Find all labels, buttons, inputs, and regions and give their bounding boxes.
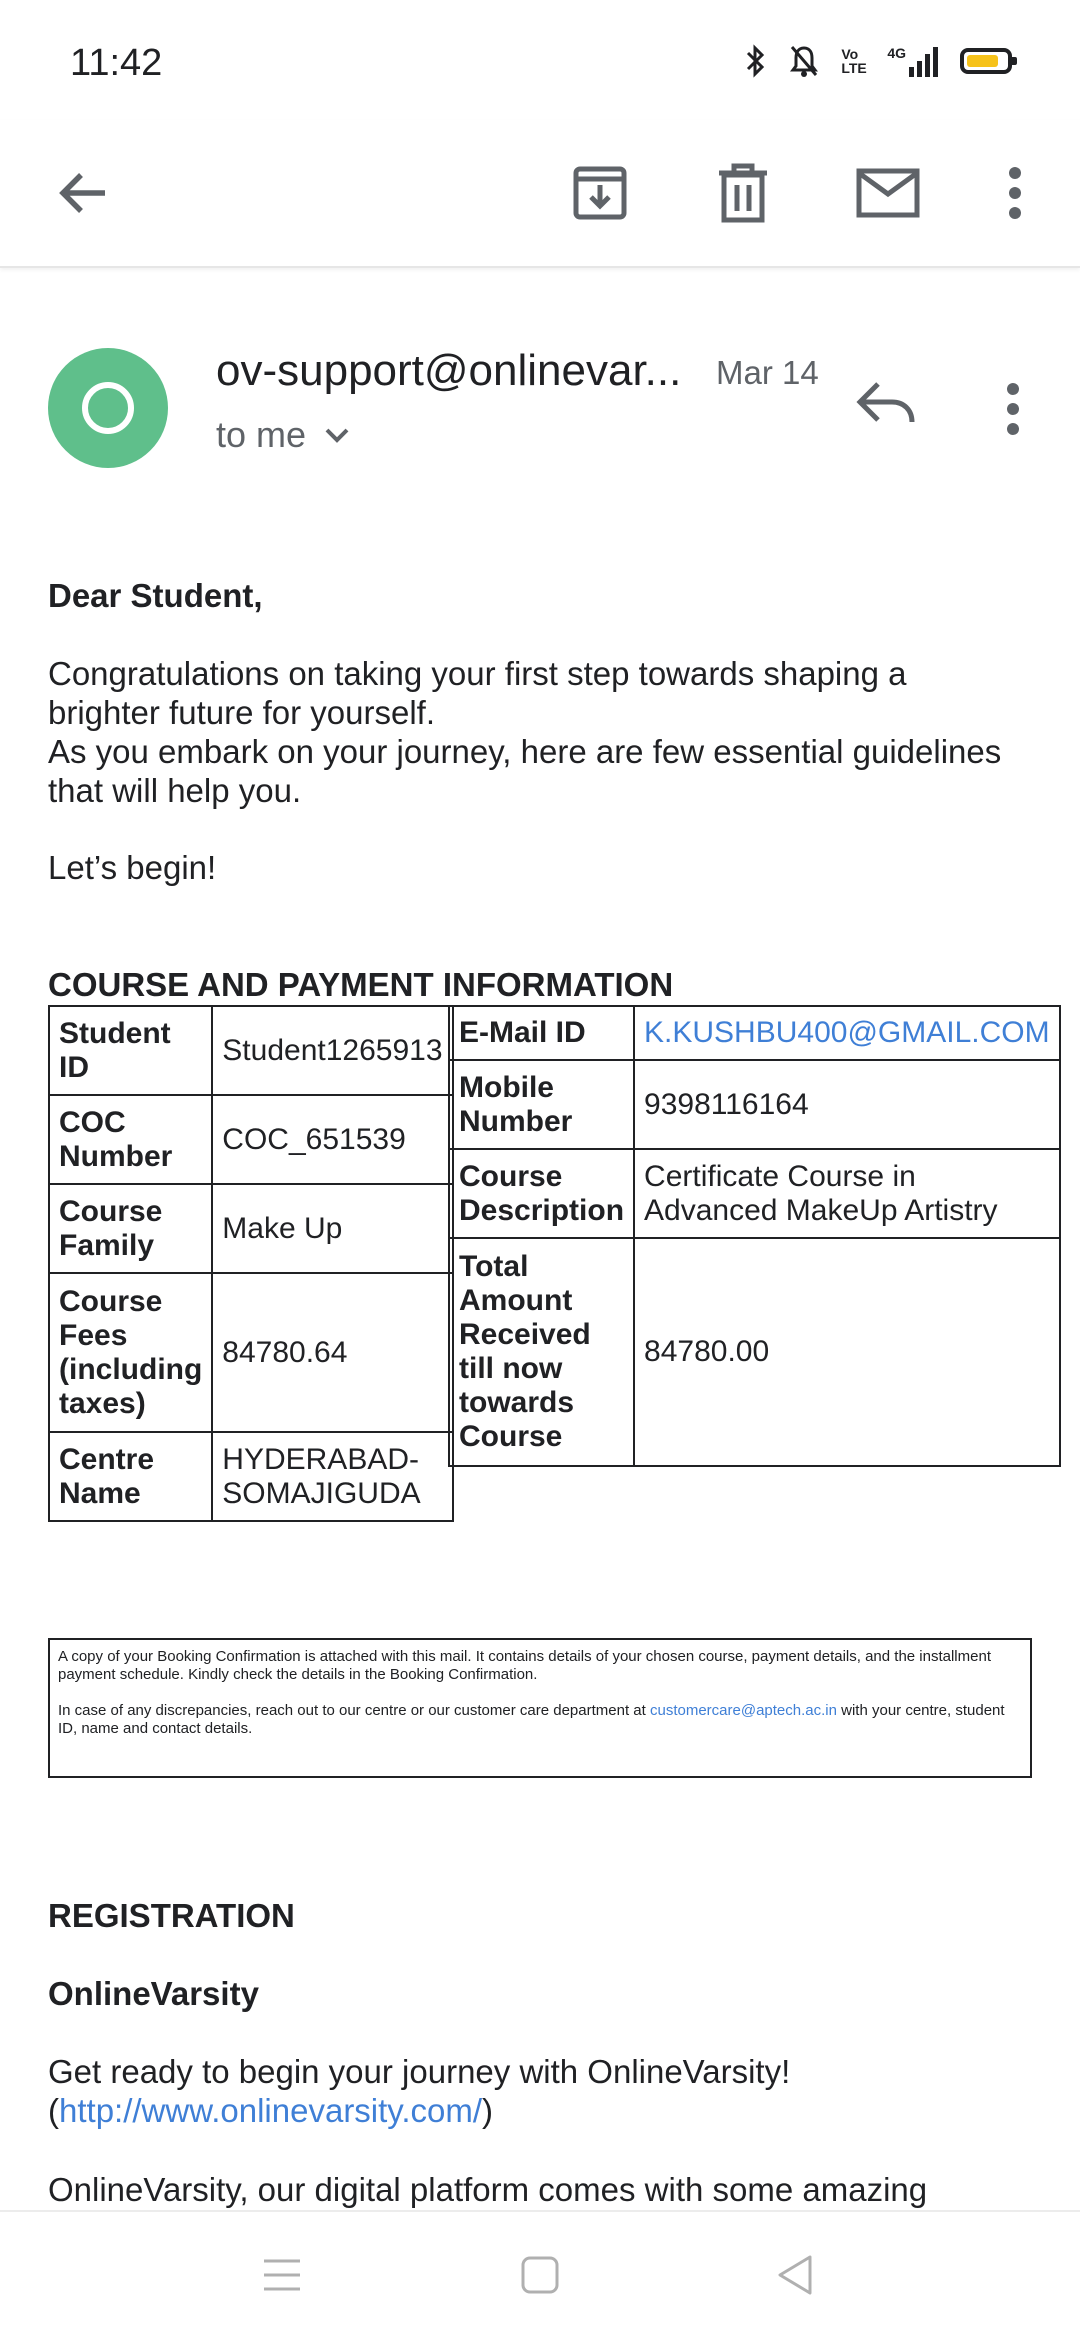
table-row [49, 1432, 453, 1521]
status-time: 11:42 [70, 42, 163, 84]
avatar-letter-o [78, 378, 138, 438]
lets-begin: Let’s begin! [48, 849, 217, 886]
table-value: 9398116164 [634, 1060, 1060, 1149]
recipient-toggle[interactable] [216, 414, 350, 456]
notice-text-pre: In case of any discrepancies, reach out to our centre or our customer care department at [58, 1702, 646, 1719]
intro-paragraph [48, 654, 1001, 810]
course-info-table-right [448, 1005, 1061, 1467]
trash-icon[interactable] [698, 148, 788, 238]
table-value: Student1265913 [212, 1006, 452, 1095]
registration-url-line [48, 2091, 790, 2130]
onlinevarsity-link[interactable]: http://www.onlinevarsity.com/ [59, 2092, 483, 2129]
table-value: Make Up [212, 1184, 452, 1273]
system-nav-bar [0, 2210, 1080, 2342]
back-triangle-icon[interactable] [776, 2254, 814, 2301]
home-square-icon[interactable] [521, 2256, 559, 2299]
table-label: E-Mail ID [449, 1006, 634, 1060]
intro-line: Congratulations on taking your first step towards shaping a [48, 655, 907, 692]
section-title-registration: REGISTRATION [48, 1897, 295, 1934]
recipient-label: to me [216, 414, 307, 455]
notice-text-post: with your centre, student ID, name and contact details. [58, 1702, 1005, 1737]
notice-text: A copy of your Booking Confirmation is attached with this mail. It contains details of your chosen course, payment details, and the installment payment schedule. Kindly check the details in the Booking Confirmation. [58, 1648, 991, 1683]
paren-open: ( [48, 2092, 59, 2129]
bluetooth-icon [745, 44, 767, 78]
table-label: Course Family [49, 1184, 212, 1273]
signal-icon [887, 45, 938, 77]
table-row [49, 1184, 453, 1273]
registration-text [48, 2052, 790, 2130]
table-value: COC_651539 [212, 1095, 452, 1184]
table-value: HYDERABAD-SOMAJIGUDA [212, 1432, 452, 1521]
table-row [449, 1238, 1060, 1466]
registration-line-2: OnlineVarsity, our digital platform comes with some amazing [48, 2171, 928, 2208]
bell-muted-icon [789, 44, 819, 78]
table-value [634, 1006, 1060, 1060]
table-row [449, 1149, 1060, 1238]
table-value: Certificate Course in Advanced MakeUp Artistry [634, 1149, 1060, 1238]
registration-line: Get ready to begin your journey with OnlineVarsity! [48, 2053, 791, 2090]
archive-icon[interactable] [555, 148, 645, 238]
table-row [49, 1006, 453, 1095]
notice-text [58, 1702, 1022, 1738]
table-label: Course Description [449, 1149, 634, 1238]
intro-line: that will help you. [48, 772, 302, 809]
table-label: Total Amount Received till now towards Course [449, 1238, 634, 1466]
registration-subtitle: OnlineVarsity [48, 1975, 259, 2012]
student-email-link[interactable]: K.KUSHBU400@GMAIL.COM [644, 1016, 1050, 1049]
booking-notice [48, 1638, 1032, 1778]
volte-icon: Vo LTE [841, 46, 867, 76]
table-label: COC Number [49, 1095, 212, 1184]
message-more-icon[interactable] [1006, 382, 1020, 441]
table-label: Course Fees (including taxes) [49, 1273, 212, 1432]
table-row [449, 1006, 1060, 1060]
greeting: Dear Student, [48, 577, 263, 614]
section-title-course: COURSE AND PAYMENT INFORMATION [48, 966, 674, 1003]
chevron-down-icon [324, 426, 350, 444]
intro-line: brighter future for yourself. [48, 694, 436, 731]
sender-address[interactable]: ov-support@onlinevar... [216, 346, 682, 395]
table-row [449, 1060, 1060, 1149]
table-value: 84780.00 [634, 1238, 1060, 1466]
back-arrow-icon[interactable] [38, 148, 128, 238]
table-row [49, 1095, 453, 1184]
customer-care-link[interactable]: customercare@aptech.ac.in [649, 1702, 837, 1719]
table-label: Mobile Number [449, 1060, 634, 1149]
table-row [49, 1273, 453, 1432]
table-label: Centre Name [49, 1432, 212, 1521]
battery-icon [960, 48, 1012, 74]
status-icons [745, 44, 1012, 78]
intro-line: As you embark on your journey, here are few essential guidelines [48, 733, 1002, 770]
menu-icon[interactable] [262, 2258, 302, 2297]
mail-icon[interactable] [843, 148, 933, 238]
paren-close: ) [482, 2092, 494, 2129]
toolbar [0, 120, 1080, 268]
reply-icon[interactable] [856, 380, 916, 429]
network-type: 4G [887, 45, 906, 61]
table-label: Student ID [49, 1006, 212, 1095]
email-date: Mar 14 [716, 354, 819, 391]
avatar[interactable] [48, 348, 168, 468]
table-value: 84780.64 [212, 1273, 452, 1432]
course-info-table-left [48, 1005, 454, 1522]
more-vert-icon[interactable] [970, 148, 1060, 238]
